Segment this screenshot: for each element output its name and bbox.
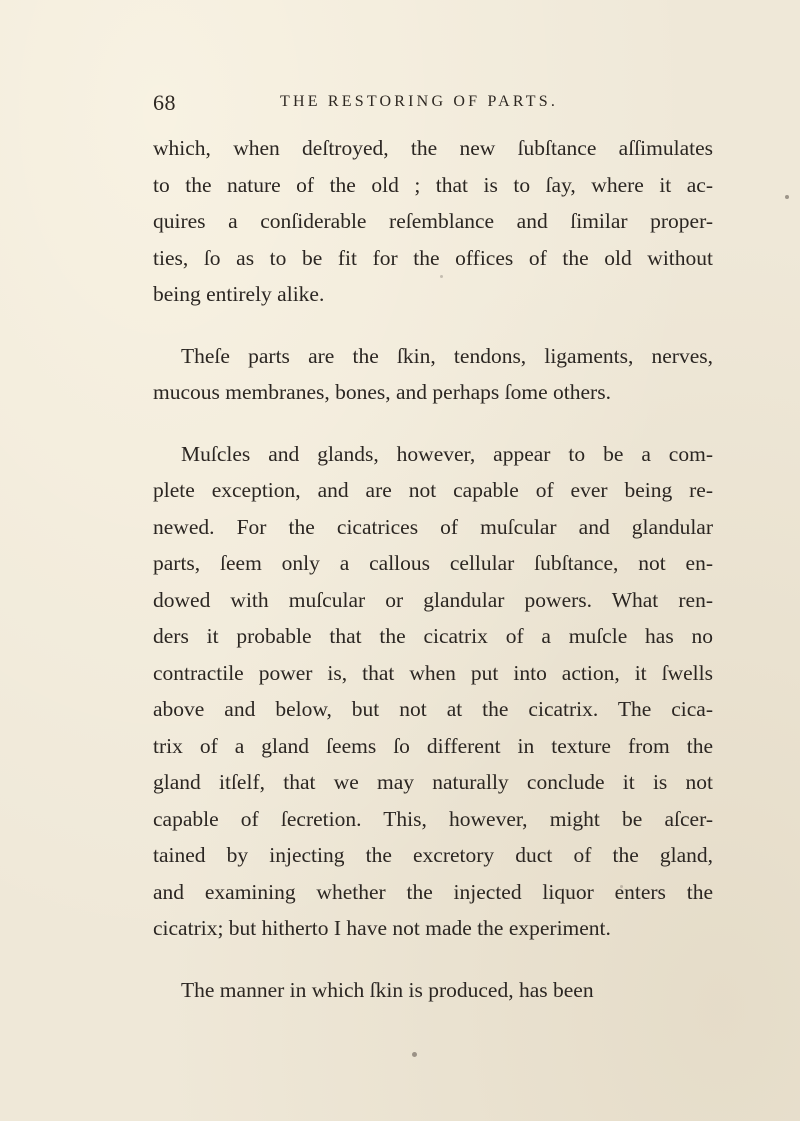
paragraph: [153, 436, 713, 947]
text-line: ties, ſo as to be fit for the offices of the old without: [153, 245, 713, 270]
text-line: parts, ſeem only a callous cellular ſubſtance, not en-: [153, 551, 713, 575]
page-header: [153, 90, 713, 120]
text-line: above and below, but not at the cicatrix. The cica-: [153, 697, 713, 721]
paragraph: [153, 972, 713, 1009]
text-line: dowed with muſcular or glandular powers. What ren-: [153, 587, 713, 612]
text-line: tained by injecting the excretory duct of the gland,: [153, 843, 713, 867]
text-line: mucous membranes, bones, and perhaps ſome others.: [153, 380, 611, 404]
paper-speck: [620, 885, 623, 888]
paper-speck: [440, 275, 443, 278]
text-line: The manner in which ſkin is produced, has been: [181, 977, 594, 1002]
text-line: ders it probable that the cicatrix of a muſcle has no: [153, 624, 713, 648]
paper-speck: [785, 195, 789, 199]
page-number: 68: [153, 90, 176, 115]
text-line: which, when deſtroyed, the new ſubſtance aſſimulates: [153, 136, 713, 160]
text-line: Theſe parts are the ſkin, tendons, ligaments, nerves,: [181, 343, 713, 368]
text-line: trix of a gland ſeems ſo different in texture from the: [153, 733, 713, 758]
paragraph: [153, 130, 713, 313]
body-text: [153, 130, 713, 1008]
text-line: contractile power is, that when put into action, it ſwells: [153, 660, 713, 685]
text-line: plete exception, and are not capable of ever being re-: [153, 478, 713, 502]
paragraph: [153, 338, 713, 411]
paper-speck: [412, 1052, 417, 1057]
text-line: capable of ſecretion. This, however, might be aſcer-: [153, 806, 713, 831]
text-line: and examining whether the injected liquor enters the: [153, 879, 713, 904]
text-line: Muſcles and glands, however, appear to be a com-: [181, 441, 713, 466]
text-line: quires a conſiderable reſemblance and ſimilar proper-: [153, 209, 713, 233]
text-line: newed. For the cicatrices of muſcular and glandular: [153, 514, 713, 539]
text-line: cicatrix; but hitherto I have not made the experiment.: [153, 916, 611, 940]
text-line: to the nature of the old ; that is to ſay, where it ac-: [153, 172, 713, 197]
text-line: being entirely alike.: [153, 282, 325, 306]
text-line: gland itſelf, that we may naturally conclude it is not: [153, 770, 713, 794]
running-head: THE RESTORING OF PARTS.: [280, 93, 559, 110]
